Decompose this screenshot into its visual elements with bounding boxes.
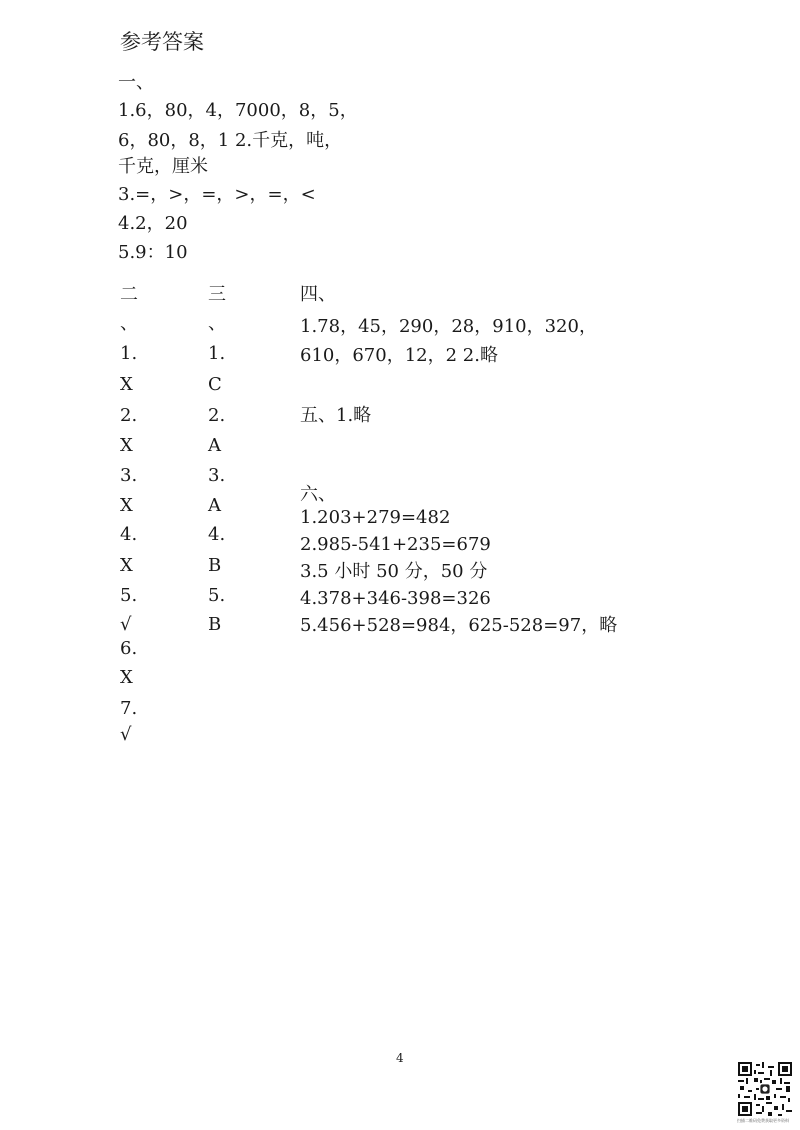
section2-item: X <box>120 667 133 688</box>
section3-item: A <box>208 435 221 456</box>
section6-line: 3.5 小时 50 分，50 分 <box>300 561 488 582</box>
section3-item: 3. <box>208 465 226 486</box>
section6-line: 4.378+346-398=326 <box>300 588 491 609</box>
section2-item: X <box>120 555 133 576</box>
section3-heading: 三 <box>208 284 226 305</box>
section2-item: 6. <box>120 638 138 659</box>
section2-item: 1. <box>120 343 138 364</box>
section2-item: X <box>120 374 133 395</box>
section6-line: 1.203+279=482 <box>300 507 451 528</box>
section6-line: 2.985-541+235=679 <box>300 534 491 555</box>
section1-line: 6，80，8，1 2.千克，吨， <box>118 130 343 151</box>
section3-item: C <box>208 374 222 395</box>
section2-item: 2. <box>120 405 138 426</box>
section6-heading: 六、 <box>300 484 336 505</box>
section3-item: 5. <box>208 585 226 606</box>
section1-line: 1.6，80，4，7000，8，5， <box>118 100 358 121</box>
section2-item: 7. <box>120 698 138 719</box>
section4-line: 1.78，45，290，28，910，320， <box>300 316 597 337</box>
section3-item: 4. <box>208 524 226 545</box>
section4-line: 610，670，12，2 2.略 <box>300 345 498 366</box>
page-number: 4 <box>396 1051 404 1065</box>
qr-code-icon <box>738 1062 792 1116</box>
section3-item: 2. <box>208 405 226 426</box>
section5-line: 五、1.略 <box>300 405 372 426</box>
section1-line: 千克，厘米 <box>118 156 208 177</box>
section3-item: B <box>208 614 222 635</box>
page-title: 参考答案 <box>120 30 204 54</box>
section2-heading: 二 <box>120 284 138 305</box>
section2-item: 4. <box>120 524 138 545</box>
section2-heading-mark: 、 <box>120 313 138 334</box>
section2-item: 3. <box>120 465 138 486</box>
section2-item: 5. <box>120 585 138 606</box>
section2-item: X <box>120 435 133 456</box>
section1-heading: 一、 <box>118 72 154 93</box>
section1-line: 3.=，>，=，>，=，< <box>118 184 316 205</box>
section2-item: √ <box>120 724 132 745</box>
section3-item: A <box>208 495 221 516</box>
section4-heading: 四、 <box>300 284 336 305</box>
section3-item: B <box>208 555 222 576</box>
section3-item: 1. <box>208 343 226 364</box>
qr-caption: 扫描二维码免费获取更多资料 <box>737 1118 789 1123</box>
section2-item: √ <box>120 614 132 635</box>
section3-heading-mark: 、 <box>208 313 226 334</box>
section2-item: X <box>120 495 133 516</box>
section1-line: 5.9：10 <box>118 242 188 263</box>
section1-line: 4.2，20 <box>118 213 188 234</box>
section6-line: 5.456+528=984，625-528=97，略 <box>300 615 618 636</box>
